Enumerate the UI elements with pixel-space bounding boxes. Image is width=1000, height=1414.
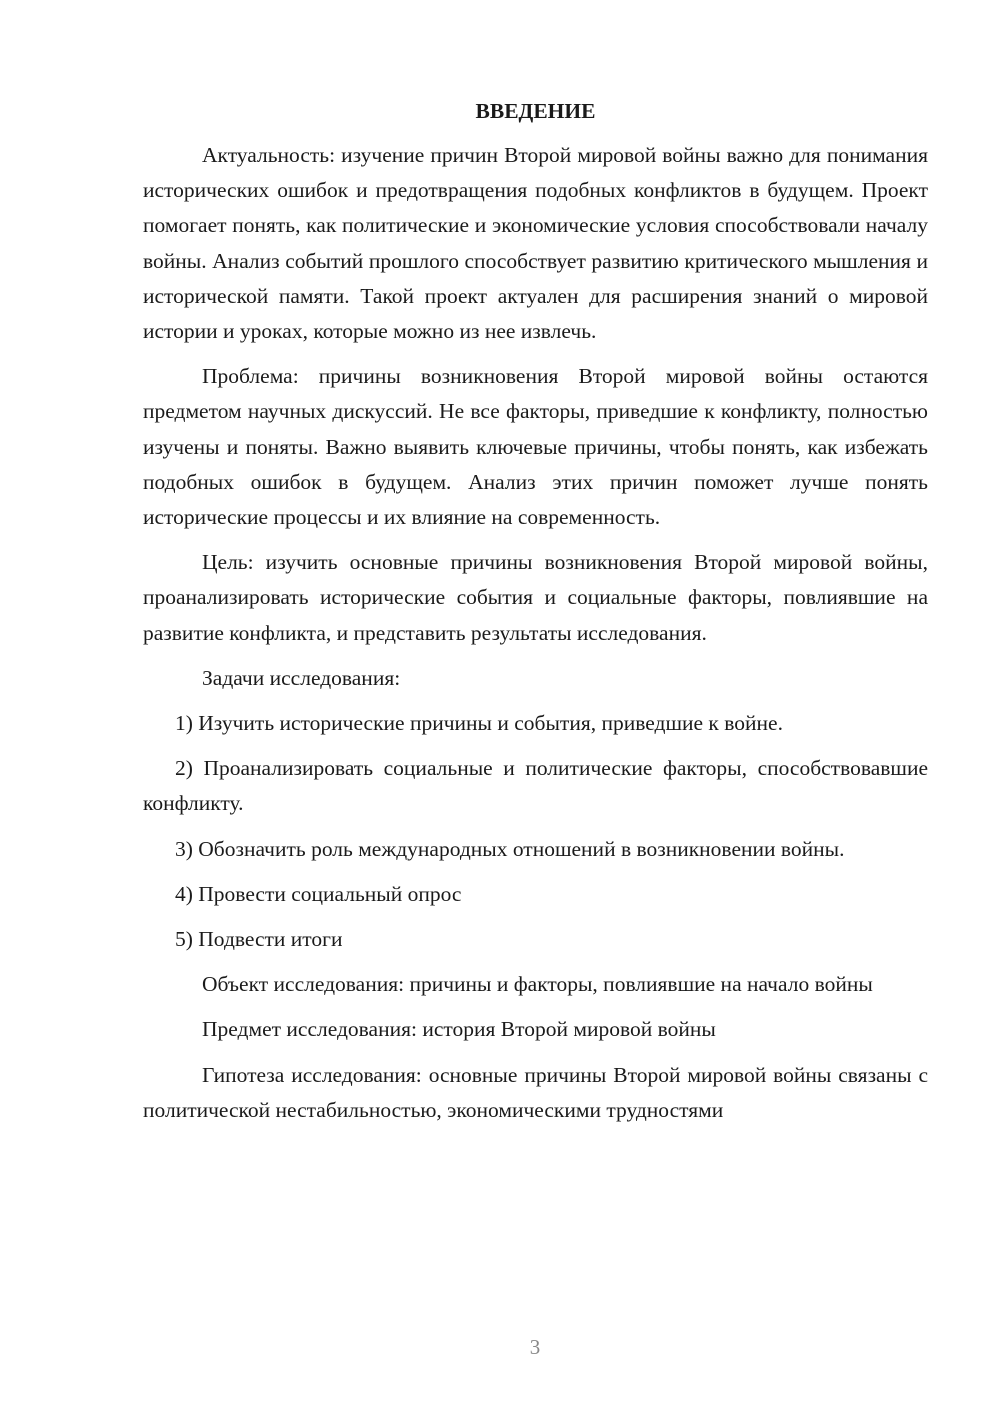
- object-paragraph: Объект исследования: причины и факторы, повлиявшие на начало войны: [202, 972, 873, 997]
- goal-paragraph: Цель: изучить основные причины возникновения Второй мировой войны, проанализировать исторические события и социальные факторы, повлиявшие на развитие конфликта, и представить результаты исследования.: [143, 550, 928, 645]
- subject-paragraph: Предмет исследования: история Второй мировой войны: [202, 1017, 716, 1042]
- task-item-3: 3) Обозначить роль международных отношений в возникновении войны.: [175, 836, 845, 861]
- section-title: ВВЕДЕНИЕ: [475, 99, 596, 123]
- problem-paragraph: Проблема: причины возникновения Второй мировой войны остаются предметом научных дискуссий. Не все факторы, приведшие к конфликту, полностью изучены и поняты. Важно выявить ключевые причины, чтобы понять, как избежать подобных ошибок в будущем. Анализ этих причин поможет лучше понять исторические процессы и их влияние на современность.: [143, 364, 928, 530]
- task-item-4: 4) Провести социальный опрос: [175, 881, 462, 906]
- page-number: 3: [529, 1335, 541, 1359]
- task-item-2: 2) Проанализировать социальные и политические факторы, способствовавшие конфликту.: [143, 756, 928, 816]
- document-page: [143, 96, 928, 1128]
- task-item-1: 1) Изучить исторические причины и события, приведшие к войне.: [175, 711, 783, 736]
- task-item-5: 5) Подвести итоги: [175, 927, 343, 952]
- tasks-heading: Задачи исследования:: [202, 665, 401, 690]
- hypothesis-paragraph: Гипотеза исследования: основные причины Второй мировой войны связаны с политической нестабильностью, экономическими трудностями: [143, 1062, 928, 1122]
- relevance-paragraph: Актуальность: изучение причин Второй мировой войны важно для понимания исторических ошибок и предотвращения подобных конфликтов в будущем. Проект помогает понять, как политические и экономические условия способствовали началу войны. Анализ событий прошлого способствует развитию критического мышления и исторической памяти. Такой проект актуален для расширения знаний о мировой истории и уроках, которые можно из нее извлечь.: [143, 143, 928, 344]
